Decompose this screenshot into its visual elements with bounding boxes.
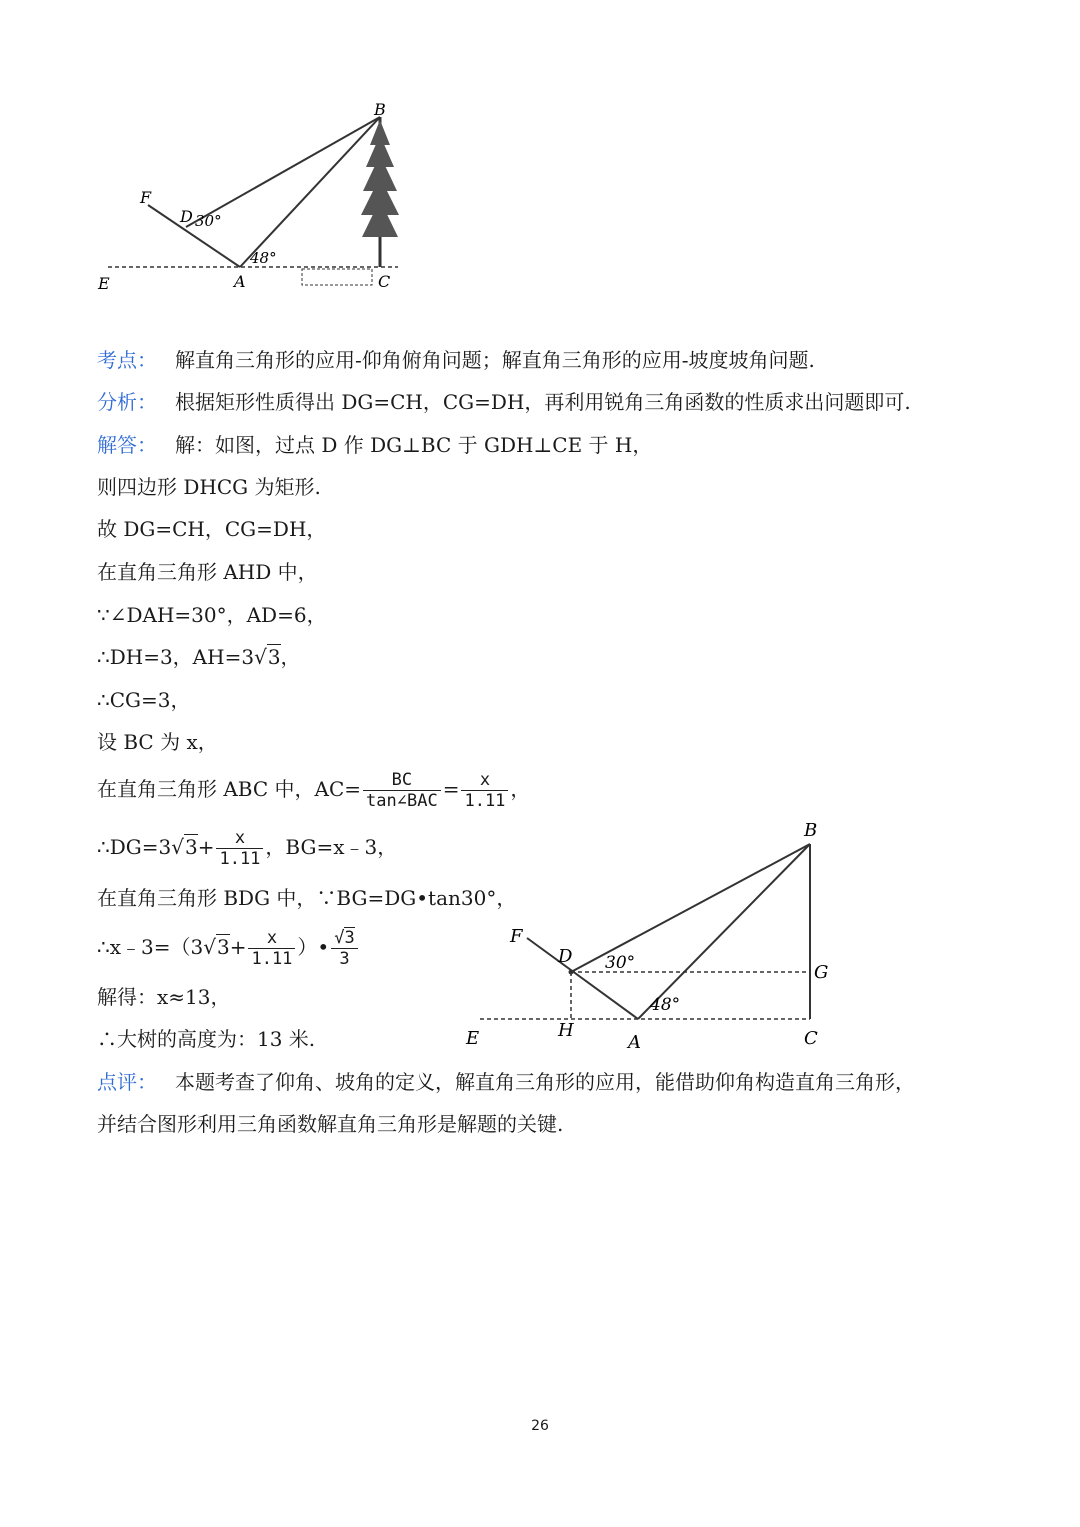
label-D: D: [180, 207, 193, 226]
dianping-text: 本题考查了仰角、坡角的定义，解直角三角形的应用，能借助仰角构造直角三角形，: [175, 1070, 915, 1094]
page-number: 26: [531, 1418, 549, 1434]
label-C: C: [804, 1028, 818, 1049]
solution-line-13: ∴大树的高度为：13 米.: [97, 1027, 316, 1051]
angle-d-label: 30°: [195, 212, 222, 230]
line-FA: [527, 938, 638, 1019]
line-AB: [638, 844, 810, 1019]
fraction-x-111: $\frac{x}{1.11}$: [461, 770, 508, 811]
fenxi-text: 根据矩形性质得出 DG=CH，CG=DH，再利用锐角三角函数的性质求出问题即可.: [175, 390, 911, 414]
solution-line-3: 在直角三角形 AHD 中，: [97, 560, 318, 584]
angle-a-label: 48°: [250, 249, 277, 267]
label-C: C: [378, 272, 391, 291]
solution-line-1: 则四边形 DHCG 为矩形.: [97, 475, 321, 499]
solution-line-12: 解得：x≈13，: [97, 985, 231, 1009]
solution-line-5: ∴DH=3，AH=3√3，: [97, 645, 301, 669]
sqrt-3: √3: [203, 935, 230, 959]
angle-d-label: 30°: [605, 953, 636, 973]
angle-a-label: 48°: [650, 995, 681, 1015]
fraction-x-111: $\frac{x}{1.11}$: [216, 828, 263, 869]
jieda-label: 解答：: [97, 433, 157, 457]
line-AB: [240, 117, 380, 267]
solution-line-7: 设 BC 为 x，: [97, 730, 218, 754]
label-F: F: [510, 926, 523, 947]
label-E: E: [466, 1028, 480, 1049]
tree-icon: [361, 117, 399, 267]
label-B: B: [804, 820, 818, 841]
sqrt-3: √3: [171, 835, 198, 859]
solution-line-10: 在直角三角形 BDG 中，∵BG=DG•tan30°，: [97, 886, 517, 910]
solution-line-6: ∴CG=3，: [97, 688, 191, 712]
slope-line: [148, 205, 240, 267]
jieda-text: 解：如图，过点 D 作 DG⊥BC 于 GDH⊥CE 于 H，: [175, 433, 653, 457]
solution-line-8: 在直角三角形 ABC 中，AC= $\frac{BC}{\text{tan∠BAC}}$ = $\frac{x}{1.11}$ ，: [97, 770, 531, 811]
label-E: E: [98, 274, 110, 293]
l5-text: ∴DH=3，AH=3: [97, 645, 255, 669]
label-B: B: [374, 100, 386, 119]
kaodian-label: 考点：: [97, 348, 157, 372]
dianping-line: [97, 1070, 915, 1094]
solution-line-2: 故 DG=CH，CG=DH，: [97, 517, 327, 541]
sqrt-3: √3: [254, 645, 281, 669]
water-area: [302, 269, 372, 285]
figure-tree-diagram: [90, 95, 420, 300]
kaodian-text: 解直角三角形的应用-仰角俯角问题；解直角三角形的应用-坡度坡角问题.: [175, 348, 815, 372]
dianping-label: 点评：: [97, 1070, 157, 1094]
jieda-line: [97, 433, 652, 457]
label-A: A: [628, 1032, 641, 1053]
label-A: A: [234, 272, 246, 291]
line-DB: [186, 117, 380, 227]
label-G: G: [814, 962, 829, 983]
label-F: F: [140, 188, 152, 207]
label-D: D: [558, 946, 573, 967]
fraction-sqrt3-3: $\frac{√3}{3}$: [331, 928, 358, 969]
solution-line-9: ∴DG=3√3+ $\frac{x}{1.11}$ ，BG=x﹣3，: [97, 828, 398, 869]
dianping-line-2: 并结合图形利用三角函数解直角三角形是解题的关键.: [97, 1112, 564, 1136]
solution-line-11: ∴x﹣3=（3√3+ $\frac{x}{1.11}$ ）• $\frac{√3}{3}$: [97, 928, 360, 969]
solution-line-4: ∵∠DAH=30°，AD=6，: [97, 603, 327, 627]
fraction-bc-tan: $\frac{BC}{\text{tan∠BAC}}$: [363, 770, 441, 811]
fraction-x-111: $\frac{x}{1.11}$: [248, 928, 295, 969]
figure-solution-diagram: [460, 812, 840, 1057]
fenxi-line: [97, 390, 911, 414]
kaodian-line: [97, 348, 815, 372]
fenxi-label: 分析：: [97, 390, 157, 414]
label-H: H: [558, 1020, 574, 1041]
